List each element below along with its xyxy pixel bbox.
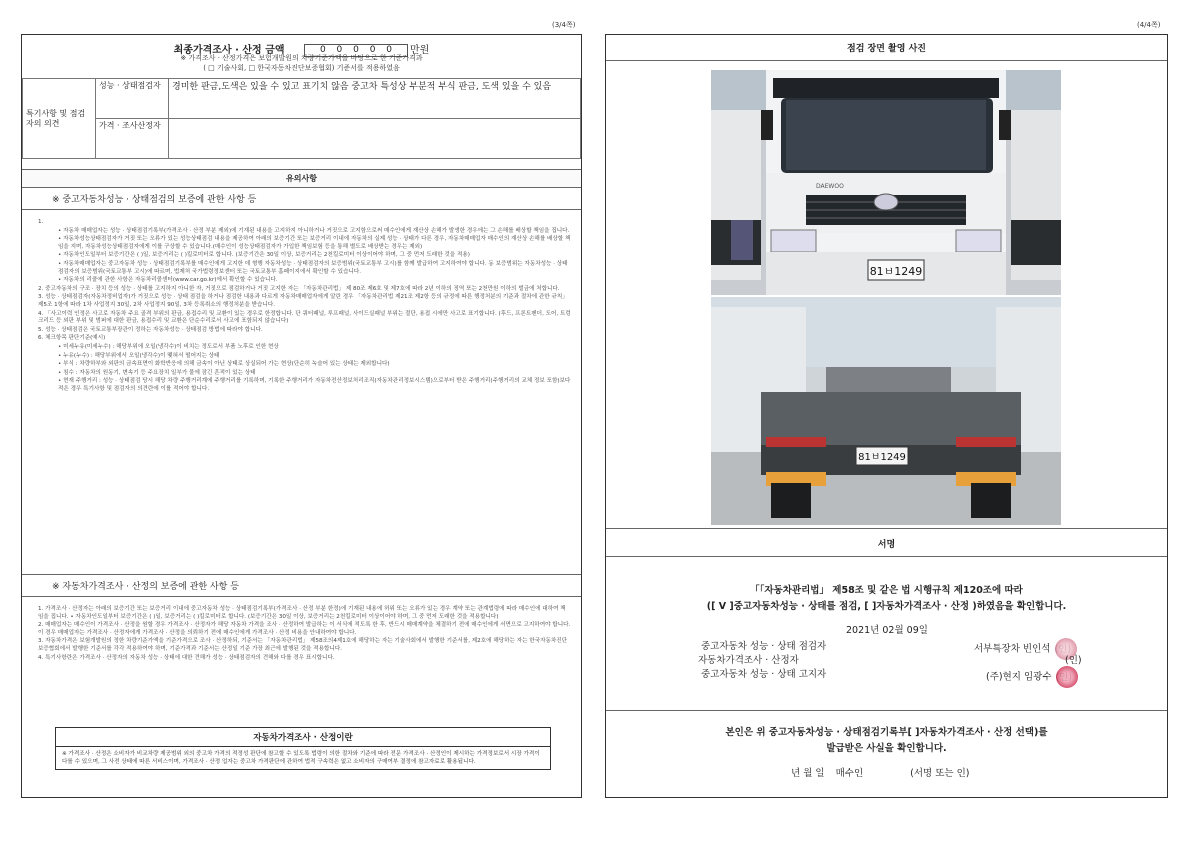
notice-title: 유의사항 bbox=[22, 169, 581, 187]
notice-item: 6. 체크항목 판단기준(예시) bbox=[38, 335, 106, 342]
perf-inspector-opinion[interactable]: 경미한 판금,도색은 있을 수 있고 표기치 않음 중고차 특성상 부분적 부식 판금, 도색 있을 수 있음 bbox=[169, 79, 581, 119]
notice-item: • 자동차 매매업자는 성능 · 상태점검기록부(가격조사 · 산정 부분 제외)에 기재된 내용을 고지하지 아니하거나 거짓으로 고지함으로써 매수인에게 재산상 손해가 발생한 경우에는 그 손해를 배상할 책임을 집니다. bbox=[58, 227, 570, 234]
amount-unit: 만원 bbox=[410, 45, 430, 56]
rear-plate-text: 81ㅂ1249 bbox=[858, 452, 906, 463]
seal-stamp-icon bbox=[1056, 666, 1078, 688]
receipt-date bbox=[791, 765, 970, 779]
page-number-left: (3/4쪽) bbox=[552, 21, 576, 29]
buyer-sign-field[interactable]: (서명 또는 인) bbox=[910, 768, 970, 779]
notice-item: • 침수 : 자동차의 원동기, 변속기 등 주요장치 일부가 물에 잠긴 흔적이 있는 상태 bbox=[58, 369, 256, 376]
section2-body bbox=[22, 597, 581, 662]
price-definition-box bbox=[55, 727, 551, 770]
final-price-label: 최종가격조사 · 산정 금액 bbox=[173, 45, 285, 56]
receipt-line-1: 본인은 위 중고자동차성능 · 상태점검기록부[ ]자동차가격조사 · 산정 선택)를 bbox=[725, 727, 1048, 738]
signature-name-field[interactable] bbox=[1061, 652, 1082, 666]
price-definition-title: 자동차가격조사 · 산정이란 bbox=[56, 728, 550, 747]
signature-role: 중고자동차 성능 · 상태 점검자 bbox=[701, 641, 827, 652]
buyer-label: 매수인 bbox=[835, 768, 864, 779]
cert-line-1: 「「자동차관리법」 제58조 및 같은 법 시행규칙 제120조에 따라 bbox=[750, 585, 1023, 596]
notice-item: 5. 성능 · 상태점검은 국토교통부장관이 정하는 자동차성능 · 상태점검 방법에 따라야 합니다. bbox=[38, 326, 263, 333]
section1-title: ※ 중고자동차성능 · 상태점검의 보증에 관한 사항 등 bbox=[52, 195, 257, 205]
front-plate-text: 81ㅂ1249 bbox=[869, 265, 923, 278]
inspection-page-left bbox=[21, 34, 582, 798]
cert-line-2: ([ V ]중고자동차성능 · 상태를 점검, [ ]자동차가격조사 · 산정 )하였음을 확인합니다. bbox=[706, 601, 1067, 612]
price-assessor-opinion[interactable] bbox=[169, 119, 581, 159]
truck-rear-image bbox=[711, 297, 1061, 525]
standard-line: ( □ 기술사회, □ 한국자동차진단보증협회) 기준서를 적용하였음 bbox=[203, 64, 400, 72]
opinion-table bbox=[22, 78, 581, 159]
amount-note: ※ 가격조사 · 산정가격은 보험개발원의 차량기준가액을 바탕으로 한 기준가격과 bbox=[180, 54, 423, 62]
notice-item: 4. 특기사항란은 가격조사 · 산정자의 자동차 성능 · 상태에 대한 견해가 성능 · 상태점검자의 견해와 다를 경우 표시합니다. bbox=[38, 654, 335, 661]
notice-item: 3. 자동차가격은 보험개발원의 정한 차량기준가액을 기준가격으로 조사 · 산정하되, 기준서는 「자동차관리법」 제58조의4제1호에 해당하는 자는 기술사회에서 발행한 기준서를, 제2호에 해당하는 자는 한국자동차진단보증협회에서 발행한 기준서를 각각 적용하여야 하며, 기준가격과 기준서는 산정일 기준 가장 최근에 발행된 것을 적용합니다. bbox=[38, 638, 568, 652]
price-definition-text: ※ 가격조사 · 산정은 소비자가 비교차량 제공범위 외의 중고차 가격의 적정성 판단에 참고할 수 있도록 법령이 의한 절차와 기준에 따라 전문 가격조사 · 산정인이 제시하는 가격정보로서 시장 가격이 다를 수 있으며, 그 사전 상태에 따른 서비스이며, 가격조사 · 산정 업자는 중고차 가격판단에 관하여 법적 구속력은 없고 소비자의 구매여부 결정에 참고자료로 활용됩니다. bbox=[62, 751, 540, 765]
notice-item: 2. 매매업자는 매수인이 가격조사 · 산정을 원할 경우 가격조사 · 산정자가 해당 자동차 가격을 조사 · 산정하여 발급하는 이 서식에 적도록 한 후, 반드시 매매계약을 체결하기 전에 매수인에게 서면으로 고지하여야 합니다. 이 경우 매매업자는 가격조사 · 산정자에게 가격조사 · 산정을 의뢰하기 전에 매수인에게 가격조사 · 산정 비용을 안내하여야 합니다. bbox=[38, 622, 571, 636]
page-number-right: (4/4쪽) bbox=[1137, 21, 1161, 29]
final-price-title bbox=[22, 35, 581, 56]
notice-item: • 자동차인도일부터 보증기간은 ( )일, 보증거리는 ( )킬로미터로 합니다. (보증기간은 30일 이상, 보증거리는 2천킬로미터 이상이어야 하며, 그 중 먼저 도래한 것을 적용) bbox=[58, 252, 470, 259]
seal-mark: (인) bbox=[1065, 655, 1082, 666]
front-photo bbox=[711, 70, 1061, 295]
notice-item: 1. 가격조사 · 산정자는 아래의 보증기간 또는 보증거리 이내에 중고자동차 성능 · 상태점검기록부(가격조사 · 산정 부분 한정)에 기재된 내용에 허위 또는 오류가 있는 경우 계약 또는 관계법령에 따라 매수인에 대하여 책임을 집니다. • 자동차인도일부터 보증기간은 ( )일, 보증거리는 ( )킬로미터로 합니다. (보증기간은 30일 이상, 보증거리는 2천킬로미터 이상이어야 하며, 그 중 먼저 도래한 것을 적용합니다) bbox=[38, 606, 566, 620]
notice-item: • 자동차의 리콜에 관한 사항은 자동차리콜센터(www.car.go.kr)에서 확인할 수 있습니다. bbox=[58, 277, 278, 284]
price-assessor-label: 가격 · 조사산정자 bbox=[96, 119, 169, 159]
opinion-row-label: 특기사항 및 점검자의 의견 bbox=[23, 79, 96, 159]
receipt-line-2: 발급받은 사실을 확인합니다. bbox=[826, 743, 947, 754]
signature-name: (주)현지 임광수 bbox=[986, 671, 1052, 683]
section2-title: ※ 자동차가격조사 · 산정의 보증에 관한 사항 등 bbox=[52, 582, 239, 592]
signature-role: 중고자동차 성능 · 상태 고지자 bbox=[701, 669, 827, 680]
amount-field[interactable]: 0 0 0 0 0 bbox=[304, 44, 408, 57]
signature-name-field[interactable] bbox=[986, 666, 1078, 688]
notice-item: • 현재 주행거리 : 성능 · 상태점검 당시 해당 차량 주행거리계에 주행거리를 기록하며, 기록한 주행거리가 자동차전산정보처리조직(자동차관리정보시스템)으로부터 받은 주행거리(주행거리의 교체 정보 포함)보다 적은 경우 특기사항 및 점검자의 의견란에 이를 적어야 합니다. bbox=[58, 378, 571, 392]
photo-section-title: 점검 장면 촬영 사진 bbox=[847, 44, 926, 54]
notice-item: • 미세누유(미세누수) : 해당부위에 오일(냉각수)이 비치는 정도로서 부품 노후로 인한 현상 bbox=[58, 343, 279, 350]
notice-item: • 누유(누수) : 해당부위에서 오일(냉각수)이 맺혀서 떨어지는 상태 bbox=[58, 352, 220, 359]
signature-name: 서부특장차 빈인석 bbox=[974, 643, 1051, 655]
notice-item: 3. 성능 · 상태점검자(자동차정비업자)가 거짓으로 성능 · 상태 점검을 하거나 점검한 내용과 다르게 자동차매매업자에게 알린 경우 「자동차관리법 제21조 제2항 등의 규정에 따른 행정처분의 기준과 절차에 관한 규칙」 제5조 1항에 따라 1차 사업정지 30일, 2차 사업정지 90일, 3차 등록취소의 행정처분을 받습니다. bbox=[38, 294, 568, 308]
signature-role: 자동차가격조사 · 산정자 bbox=[698, 655, 799, 666]
receipt-date-text: 년 월 일 bbox=[791, 768, 825, 779]
notice-item: 1. bbox=[38, 219, 44, 225]
notice-item: 4. 「사고이력 인정은 사고로 자동차 주요 골격 부위의 판금, 용접수리 및 교환이 있는 경우로 한정합니다. 단 쿼터패널, 루프패널, 사이드실패널 부위는 절단, 용접 시에만 사고로 표기합니다. (후드, 프론트펜더, 도어, 트렁크리드 등 외판 부위 및 범퍼에 대한 판금, 용접수리 및 교환은 단순수리로서 사고에 포함되지 않습니다) bbox=[38, 310, 571, 325]
inspection-page-right bbox=[605, 34, 1168, 798]
rear-photo bbox=[711, 297, 1061, 525]
notice-item: 2. 중고자동차의 구조 · 장치 등의 성능 · 상태를 고지하지 아니한 자, 거짓으로 점검하거나 거짓 고지한 자는 「자동차관리법」 제 80조 제6호 및 제7호에 따라 2년 이하의 징역 또는 2천만원 이하의 벌금에 처합니다. bbox=[38, 285, 560, 292]
notice-item: • 자동차성능상태점검자가 거짓 또는 오류가 있는 성능상태점검 내용을 제공하여 아래의 보증기간 또는 보증거리 이내에 자동차의 실제 성능 · 상태가 다른 경우, 자동차매매업자 매수인의 재산상 손해를 배상할 책임을 지며, 자동차성능상태점검자에게 이를 구상할 수 있습니다.(매수인이 성능상태점검자가 가입한 책임보험 등을 통해 별도로 배상받는 경우는 제외) bbox=[58, 236, 571, 250]
truck-brand-text: DAEWOO bbox=[816, 183, 844, 190]
notice-item: • 자동차매매업자는 중고자동차 성능 · 상태점검기록부를 매수인에게 고지한 데 형행 자동차성능 · 상태점검자의 보증범위(국토교통부 고시)를 함께 발급하여 고지하여야 합니다. 동 보증범위는 자동차성능 · 상태점검자의 보증범위(국토교통부 고시)에 따르며, 법제처 국가법령정보센터 또는 국토교통부 홈페이지에서 확인할 수 있습니다. bbox=[58, 260, 568, 275]
perf-inspector-label: 성능 · 상태점검자 bbox=[96, 79, 169, 119]
cert-date: 2021년 02월 09일 bbox=[846, 625, 928, 636]
section1-body bbox=[22, 210, 581, 574]
notice-item: • 부식 : 차량하부와 외판의 금속표면이 화학반응에 의해 금속이 아닌 상태로 상실되어 가는 현상(단순히 녹슬어 있는 상태는 제외합니다) bbox=[58, 361, 390, 368]
truck-front-image bbox=[711, 70, 1061, 295]
signature-title: 서명 bbox=[877, 540, 896, 550]
